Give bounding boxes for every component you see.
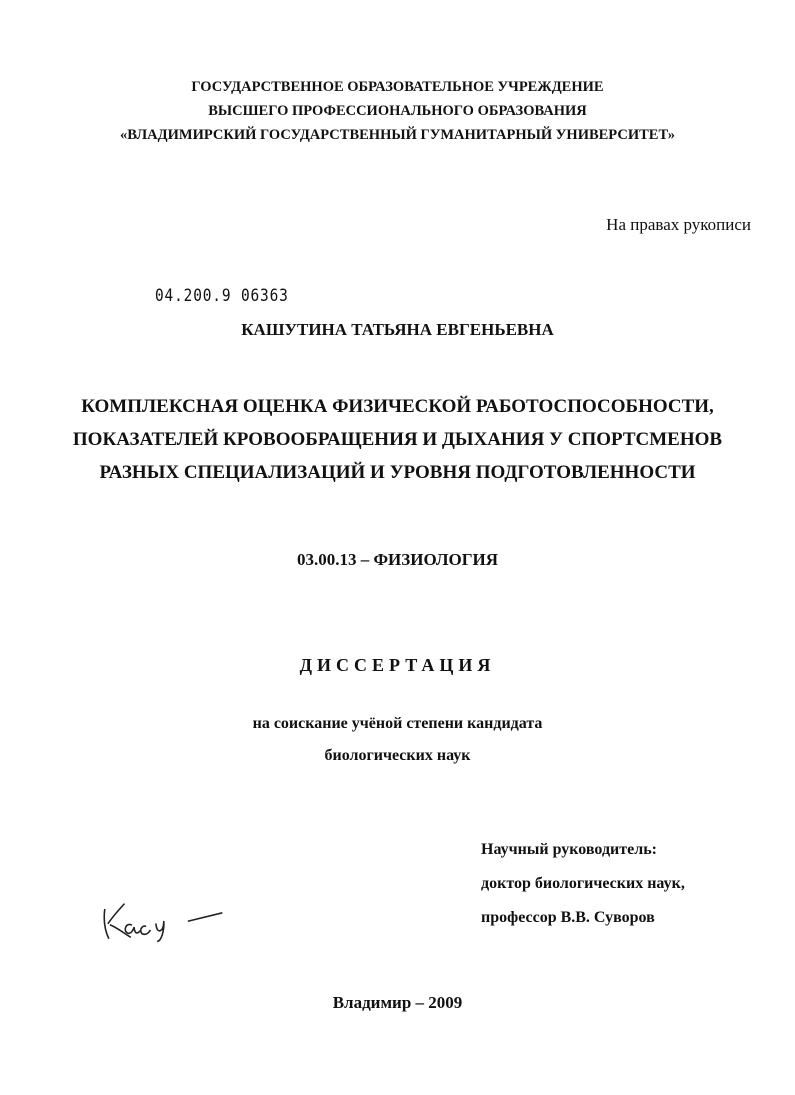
degree-line: биологических наук <box>324 747 471 764</box>
city-year: Владимир – 2009 <box>332 993 463 1012</box>
author-name: КАШУТИНА ТАТЬЯНА ЕВГЕНЬЕВНА <box>241 320 554 339</box>
header-line: ГОСУДАРСТВЕННОЕ ОБРАЗОВАТЕЛЬНОЕ УЧРЕЖДЕНИЕ <box>191 79 604 95</box>
supervisor-line: доктор биологических наук, <box>481 875 685 892</box>
stamp-number: 04.200.9 06363 <box>155 286 289 306</box>
header-line: ВЫСШЕГО ПРОФЕССИОНАЛЬНОГО ОБРАЗОВАНИЯ <box>208 103 587 119</box>
signature-icon <box>96 891 229 950</box>
supervisor-block <box>481 833 685 935</box>
specialty: 03.00.13 – ФИЗИОЛОГИЯ <box>296 550 499 569</box>
supervisor-line: профессор В.В. Суворов <box>481 909 655 926</box>
title-line: РАЗНЫХ СПЕЦИАЛИЗАЦИЙ И УРОВНЯ ПОДГОТОВЛЕННОСТИ <box>99 462 696 483</box>
title-line: КОМПЛЕКСНАЯ ОЦЕНКА ФИЗИЧЕСКОЙ РАБОТОСПОСОБНОСТИ, <box>81 396 714 417</box>
handwritten-signature <box>96 891 230 959</box>
degree <box>0 708 795 772</box>
document-type: ДИССЕРТАЦИЯ <box>299 655 496 675</box>
supervisor-line: Научный руководитель: <box>481 841 657 858</box>
institution-header <box>0 75 795 147</box>
header-line: «ВЛАДИМИРСКИЙ ГОСУДАРСТВЕННЫЙ ГУМАНИТАРНЫЙ УНИВЕРСИТЕТ» <box>119 127 675 143</box>
degree-line: на соискание учёной степени кандидата <box>252 715 543 732</box>
dissertation-title <box>0 390 795 489</box>
title-line: ПОКАЗАТЕЛЕЙ КРОВООБРАЩЕНИЯ И ДЫХАНИЯ У СПОРТСМЕНОВ <box>72 429 723 450</box>
manuscript-note: На правах рукописи <box>606 215 751 234</box>
